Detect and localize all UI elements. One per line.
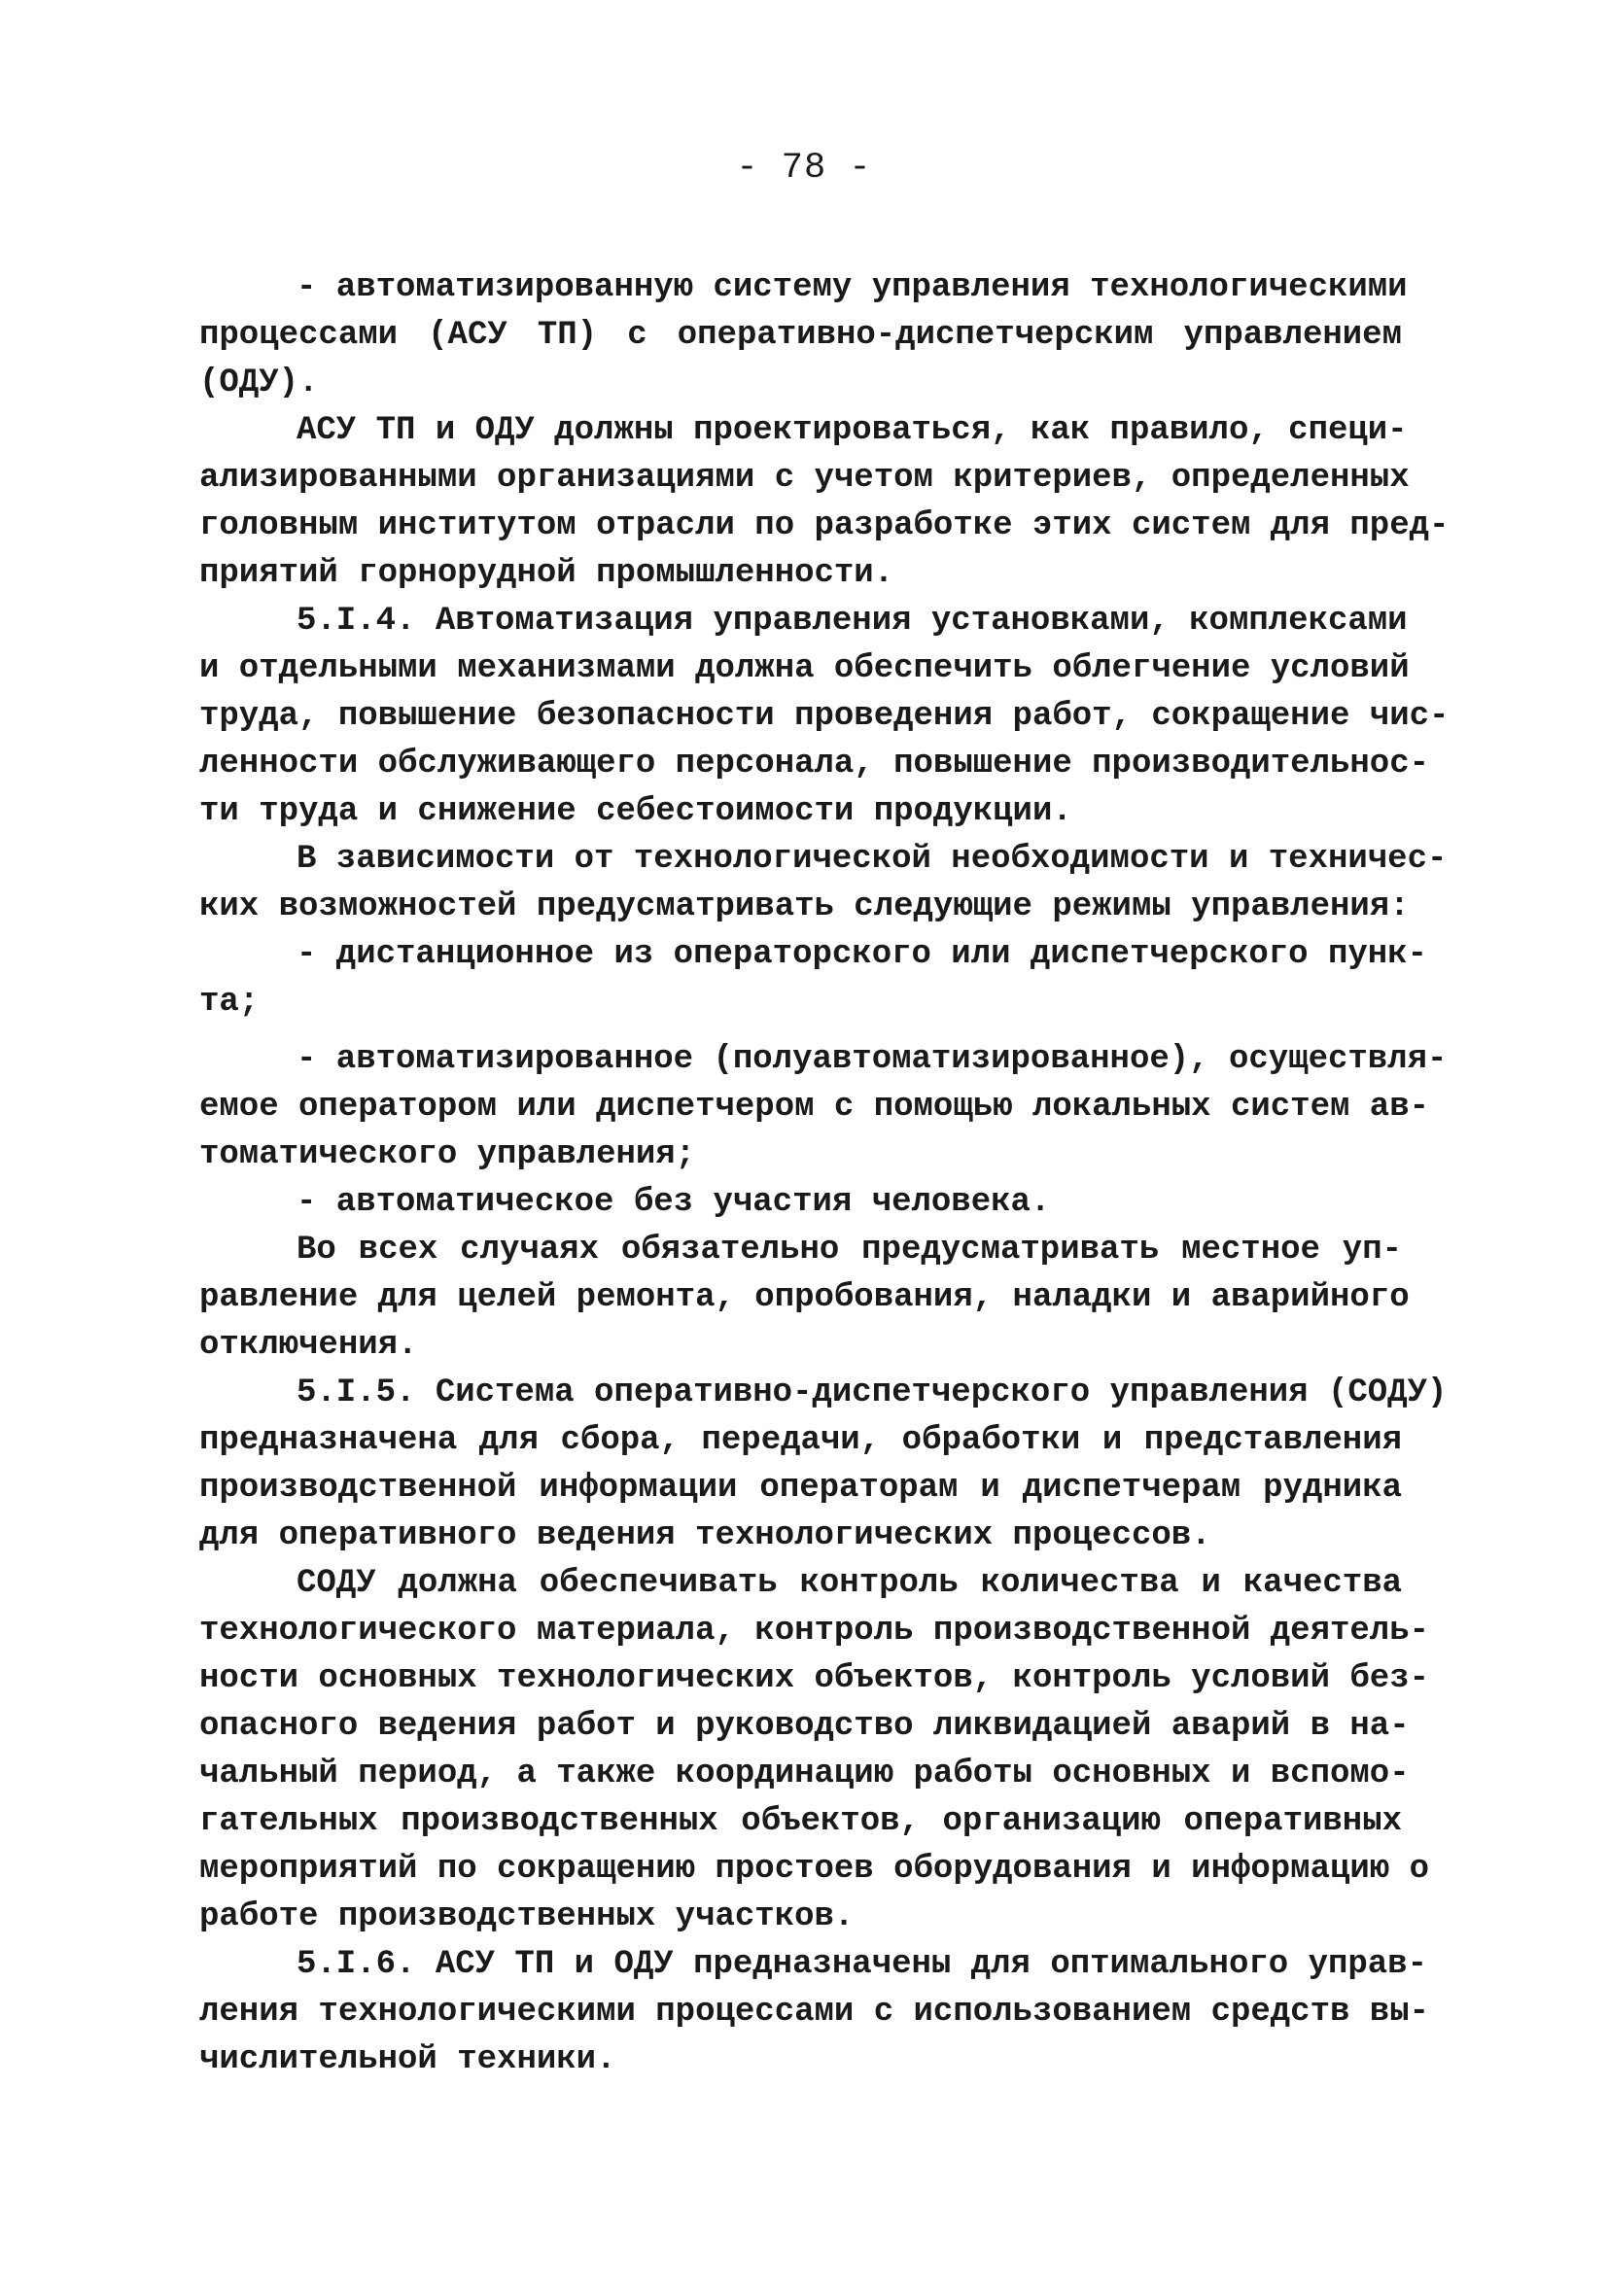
- text-line: - автоматизированное (полуавтоматизированное), осуществля-: [297, 1041, 1448, 1078]
- text-line: - дистанционное из операторского или диспетчерского пунк-: [297, 936, 1427, 973]
- text-line: предназначена для сбора, передачи, обработки и представления: [199, 1422, 1402, 1459]
- text-line: ления технологическими процессами с использованием средств вы-: [199, 1994, 1430, 2031]
- text-line: 5.I.6. АСУ ТП и ОДУ предназначены для оптимального управ-: [297, 1946, 1427, 1983]
- text-line: ности основных технологических объектов, контроль условий без-: [199, 1660, 1430, 1697]
- text-line: равление для целей ремонта, опробования, наладки и аварийного: [199, 1279, 1410, 1316]
- text-line: ких возможностей предусматривать следующие режимы управления:: [199, 888, 1410, 925]
- text-line: 5.I.5. Система оперативно-диспетчерского управления (СОДУ): [297, 1374, 1448, 1411]
- text-line: работе производственных участков.: [199, 1898, 855, 1935]
- text-line: числительной техники.: [199, 2041, 616, 2078]
- text-line: томатического управления;: [199, 1136, 696, 1173]
- text-line: 5.I.4. Автоматизация управления установками, комплексами: [297, 603, 1408, 640]
- page-number: - 78 -: [736, 148, 872, 189]
- text-line: (ОДУ).: [199, 365, 319, 401]
- text-line: - автоматическое без участия человека.: [297, 1184, 1051, 1221]
- text-line: опасного ведения работ и руководство ликвидацией аварий в на-: [199, 1708, 1410, 1745]
- text-line: и отдельными механизмами должна обеспечить облегчение условий: [199, 650, 1410, 687]
- text-line: СОДУ должна обеспечивать контроль количества и качества: [297, 1565, 1402, 1602]
- text-line: АСУ ТП и ОДУ должны проектироваться, как правило, специ-: [297, 412, 1408, 449]
- text-line: технологического материала, контроль производственной деятель-: [199, 1613, 1430, 1650]
- text-line: ленности обслуживающего персонала, повышение производительнос-: [199, 746, 1430, 783]
- text-line: гательных производственных объектов, организацию оперативных: [199, 1803, 1402, 1840]
- text-line: головным институтом отрасли по разработке этих систем для пред-: [199, 507, 1450, 544]
- text-line: отключения.: [199, 1327, 418, 1364]
- text-line: чальный период, а также координацию работы основных и вспомо-: [199, 1756, 1410, 1792]
- text-line: ализированными организациями с учетом критериев, определенных: [199, 460, 1410, 497]
- text-line: мероприятий по сокращению простоев оборудования и информацию о: [199, 1851, 1430, 1888]
- text-line: емое оператором или диспетчером с помощью локальных систем ав-: [199, 1089, 1430, 1126]
- text-line: та;: [199, 984, 260, 1021]
- text-line: для оперативного ведения технологических процессов.: [199, 1517, 1211, 1554]
- text-line: Во всех случаях обязательно предусматривать местное уп-: [297, 1232, 1402, 1269]
- text-line: процессами (АСУ ТП) с оперативно-диспетчерским управлением: [199, 317, 1402, 354]
- text-line: - автоматизированную систему управления технологическими: [297, 269, 1408, 306]
- text-line: труда, повышение безопасности проведения работ, сокращение чис-: [199, 698, 1450, 735]
- text-line: производственной информации операторам и диспетчерам рудника: [199, 1470, 1402, 1507]
- text-line: В зависимости от технологической необходимости и техничес-: [297, 841, 1448, 878]
- text-line: ти труда и снижение себестоимости продукции.: [199, 793, 1072, 830]
- text-line: приятий горнорудной промышленности.: [199, 555, 894, 592]
